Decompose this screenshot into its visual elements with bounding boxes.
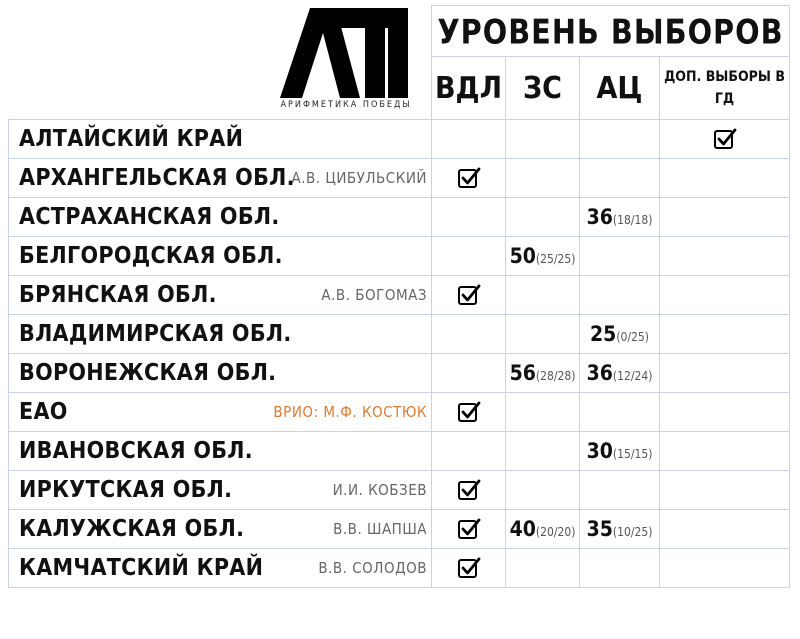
governor-name: В.В. ШАПША xyxy=(333,520,427,538)
region-name: ЕАО xyxy=(19,399,68,425)
table-row xyxy=(9,354,790,393)
region-cell xyxy=(9,354,432,393)
ac-cell xyxy=(580,471,660,510)
column-header-zs: ЗС xyxy=(506,57,580,120)
vdl-cell xyxy=(432,471,506,510)
vdl-cell xyxy=(432,354,506,393)
zs-cell-value: 40 xyxy=(509,517,536,541)
region-cell xyxy=(9,471,432,510)
vdl-cell xyxy=(432,432,506,471)
vdl-cell xyxy=(432,237,506,276)
governor-name: И.И. КОБЗЕВ xyxy=(332,481,427,499)
ac-cell-value: 36 xyxy=(586,361,613,385)
zs-cell-seats: (28/28) xyxy=(535,369,576,383)
governor-name: А.В. БОГОМАЗ xyxy=(321,286,427,304)
ac-cell xyxy=(580,510,660,549)
zs-cell-value: 56 xyxy=(509,361,536,385)
ac-cell-value: 25 xyxy=(590,322,617,346)
elections-table xyxy=(8,5,790,588)
ac-cell xyxy=(580,315,660,354)
region-cell xyxy=(9,237,432,276)
table-title: УРОВЕНЬ ВЫБОРОВ xyxy=(432,4,790,58)
governor-name: А.В. ЦИБУЛЬСКИЙ xyxy=(291,169,427,187)
region-name: АСТРАХАНСКАЯ ОБЛ. xyxy=(19,204,280,230)
gd-cell xyxy=(660,393,790,432)
checkmark-icon xyxy=(457,400,481,424)
region-name: БРЯНСКАЯ ОБЛ. xyxy=(19,282,217,308)
vdl-cell xyxy=(432,510,506,549)
checkmark-icon xyxy=(713,127,737,151)
zs-cell xyxy=(506,276,580,315)
table-row xyxy=(9,237,790,276)
column-header-vdl: ВДЛ xyxy=(432,57,506,120)
vdl-cell xyxy=(432,276,506,315)
region-cell xyxy=(9,120,432,159)
vdl-cell xyxy=(432,120,506,159)
ac-cell xyxy=(580,120,660,159)
region-cell xyxy=(9,510,432,549)
zs-cell xyxy=(506,354,580,393)
vdl-cell xyxy=(432,315,506,354)
gd-cell xyxy=(660,315,790,354)
column-header-ac: АЦ xyxy=(580,57,660,120)
zs-cell-seats: (20/20) xyxy=(535,525,576,539)
checkmark-icon xyxy=(457,283,481,307)
checkmark-icon xyxy=(457,517,481,541)
gd-cell xyxy=(660,120,790,159)
ac-cell-seats: (10/25) xyxy=(612,525,653,539)
region-name: БЕЛГОРОДСКАЯ ОБЛ. xyxy=(19,243,283,269)
region-name: КАЛУЖСКАЯ ОБЛ. xyxy=(19,516,245,542)
ac-cell-seats: (15/15) xyxy=(612,447,653,461)
table-row xyxy=(9,276,790,315)
table-row xyxy=(9,393,790,432)
gd-cell xyxy=(660,471,790,510)
table-corner xyxy=(9,6,432,120)
zs-cell xyxy=(506,120,580,159)
region-name: ВОРОНЕЖСКАЯ ОБЛ. xyxy=(19,360,277,386)
ac-cell xyxy=(580,237,660,276)
ac-cell-value: 30 xyxy=(586,439,613,463)
checkmark-icon xyxy=(457,556,481,580)
zs-cell xyxy=(506,198,580,237)
region-cell xyxy=(9,393,432,432)
zs-cell xyxy=(506,549,580,588)
ac-cell xyxy=(580,432,660,471)
ac-cell xyxy=(580,198,660,237)
region-name: КАМЧАТСКИЙ КРАЙ xyxy=(19,555,264,581)
ac-cell xyxy=(580,393,660,432)
governor-name: В.В. СОЛОДОВ xyxy=(318,559,427,577)
ac-cell-value: 35 xyxy=(586,517,613,541)
zs-cell xyxy=(506,510,580,549)
checkmark-icon xyxy=(457,166,481,190)
governor-name: ВРИО: М.Ф. КОСТЮК xyxy=(273,403,427,421)
zs-cell xyxy=(506,315,580,354)
ac-cell-value: 36 xyxy=(586,205,613,229)
vdl-cell xyxy=(432,393,506,432)
vdl-cell xyxy=(432,549,506,588)
zs-cell xyxy=(506,237,580,276)
zs-cell xyxy=(506,159,580,198)
vdl-cell xyxy=(432,159,506,198)
region-name: ИВАНОВСКАЯ ОБЛ. xyxy=(19,438,253,464)
region-cell xyxy=(9,276,432,315)
ac-cell-seats: (0/25) xyxy=(616,330,649,344)
table-row xyxy=(9,549,790,588)
table-row xyxy=(9,198,790,237)
zs-cell-value: 50 xyxy=(509,244,536,268)
gd-cell xyxy=(660,159,790,198)
gd-cell xyxy=(660,549,790,588)
gd-cell xyxy=(660,354,790,393)
gd-cell xyxy=(660,198,790,237)
logo-subtitle: АРИФМЕТИКА ПОБЕДЫ xyxy=(280,100,412,110)
zs-cell xyxy=(506,471,580,510)
region-cell xyxy=(9,432,432,471)
region-name: ИРКУТСКАЯ ОБЛ. xyxy=(19,477,233,503)
region-cell xyxy=(9,159,432,198)
table-row xyxy=(9,432,790,471)
region-cell xyxy=(9,315,432,354)
gd-cell xyxy=(660,510,790,549)
zs-cell xyxy=(506,432,580,471)
vdl-cell xyxy=(432,198,506,237)
region-cell xyxy=(9,549,432,588)
region-name: АРХАНГЕЛЬСКАЯ ОБЛ. xyxy=(19,165,295,191)
region-name: АЛТАЙСКИЙ КРАЙ xyxy=(19,126,244,152)
table-body xyxy=(9,120,790,588)
region-name: ВЛАДИМИРСКАЯ ОБЛ. xyxy=(19,321,292,347)
zs-cell-seats: (25/25) xyxy=(535,252,576,266)
table-row xyxy=(9,510,790,549)
ac-cell xyxy=(580,159,660,198)
region-cell xyxy=(9,198,432,237)
table-row xyxy=(9,315,790,354)
table-row xyxy=(9,120,790,159)
zs-cell xyxy=(506,393,580,432)
ac-cell-seats: (18/18) xyxy=(612,213,653,227)
ac-cell xyxy=(580,276,660,315)
gd-cell xyxy=(660,276,790,315)
checkmark-icon xyxy=(457,478,481,502)
column-header-gd: ДОП. ВЫБОРЫ В ГД xyxy=(660,57,790,120)
gd-cell xyxy=(660,237,790,276)
ac-cell-seats: (12/24) xyxy=(612,369,653,383)
ac-cell xyxy=(580,549,660,588)
ac-cell xyxy=(580,354,660,393)
gd-cell xyxy=(660,432,790,471)
table-row xyxy=(9,159,790,198)
table-row xyxy=(9,471,790,510)
